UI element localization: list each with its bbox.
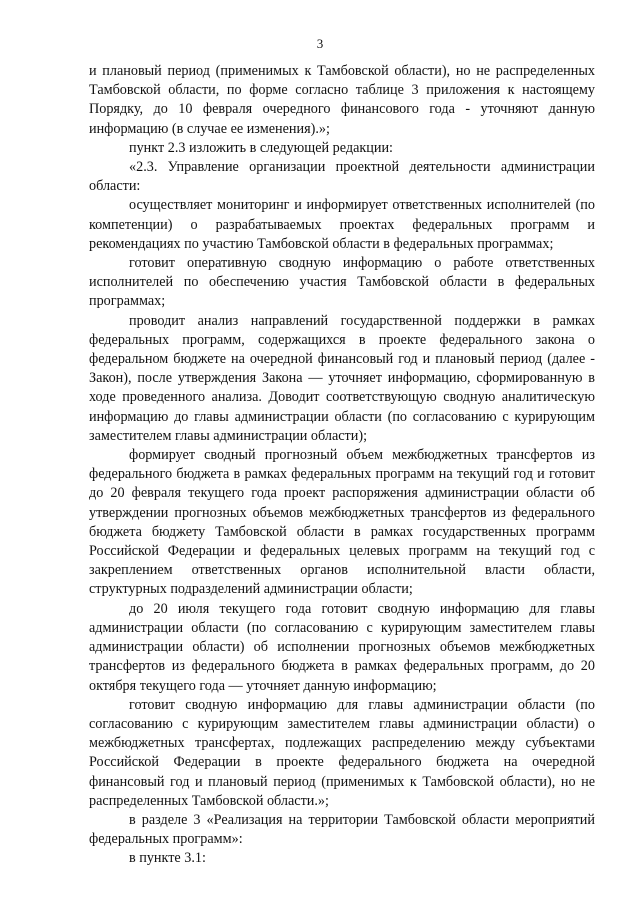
paragraph-section-2-3-heading: «2.3. Управление организации проектной деятельности администрации области: xyxy=(89,159,595,195)
paragraph-analysis: проводит анализ направлений государственной поддержки в рамках федеральных программ, содержащихся в проекте федерального закона о федеральном бюджете на очередной финансовый год и плановый период (далее - Закон), после утверждения Закона — уточняет информацию, сформированную в ходе проведенного анализа. Доводит соответствующую сводную аналитическую информацию до главы администрации области (по согласованию с курирующим заместителем главы администрации области); xyxy=(89,312,595,444)
paragraph-operative-info: готовит оперативную сводную информацию о работе ответственных исполнителей по обеспечению участия Тамбовской области в федеральных программах; xyxy=(89,255,595,310)
paragraph-continuation: и плановый период (применимых к Тамбовской области), но не распределенных Тамбовской области, по форме согласно таблице 3 приложения к настоящему Порядку, до 10 февраля очередного финансового года - уточняют данную информацию (в случае ее изменения).»; xyxy=(89,63,595,137)
page-number: 3 xyxy=(316,36,324,51)
paragraph-section-3: в разделе 3 «Реализация на территории Тамбовской области мероприятий федеральных программ»: xyxy=(89,811,595,848)
paragraph-july-report: до 20 июля текущего года готовит сводную информацию для главы администрации области (по согласованию с курирующим заместителем главы администрации области) об исполнении прогнозных объемов межбюджетных трансфертов из федерального бюджета в рамках федеральных программ, до 20 октября текущего года — уточняет данную информацию; xyxy=(89,600,595,694)
paragraph-item-2-3-intro: пункт 2.3 изложить в следующей редакции: xyxy=(129,139,393,156)
paragraph-forecast-volume: формирует сводный прогнозный объем межбюджетных трансфертов из федерального бюджета в рамках федеральных программ на текущий год и готовит до 20 февраля текущего года проект распоряжения администрации области об утверждении прогнозных объемов межбюджетных трансфертов из федерального бюджета бюджету Тамбовской области в рамках государственных программ Российской Федерации и федеральных целевых программ на текущий год с закреплением ответственных органов исполнительной власти области, структурных подразделений администрации области; xyxy=(89,447,595,598)
paragraph-transfers-info: готовит сводную информацию для главы администрации области (по согласованию с курирующим заместителем главы администрации области) о межбюджетных трансфертах, подлежащих распределению между субъектами Российской Федерации в проекте федерального бюджета на очередной финансовый год и плановый период (применимых к Тамбовской области), но не распределенных Тамбовской области.»; xyxy=(89,696,595,809)
paragraph-item-3-1: в пункте 3.1: xyxy=(129,850,206,867)
paragraph-monitoring: осуществляет мониторинг и информирует ответственных исполнителей (по компетенции) о разрабатываемых проектах федеральных программ и рекомендациях по участию Тамбовской области в федеральных программах; xyxy=(89,197,595,252)
document-body xyxy=(89,62,595,869)
